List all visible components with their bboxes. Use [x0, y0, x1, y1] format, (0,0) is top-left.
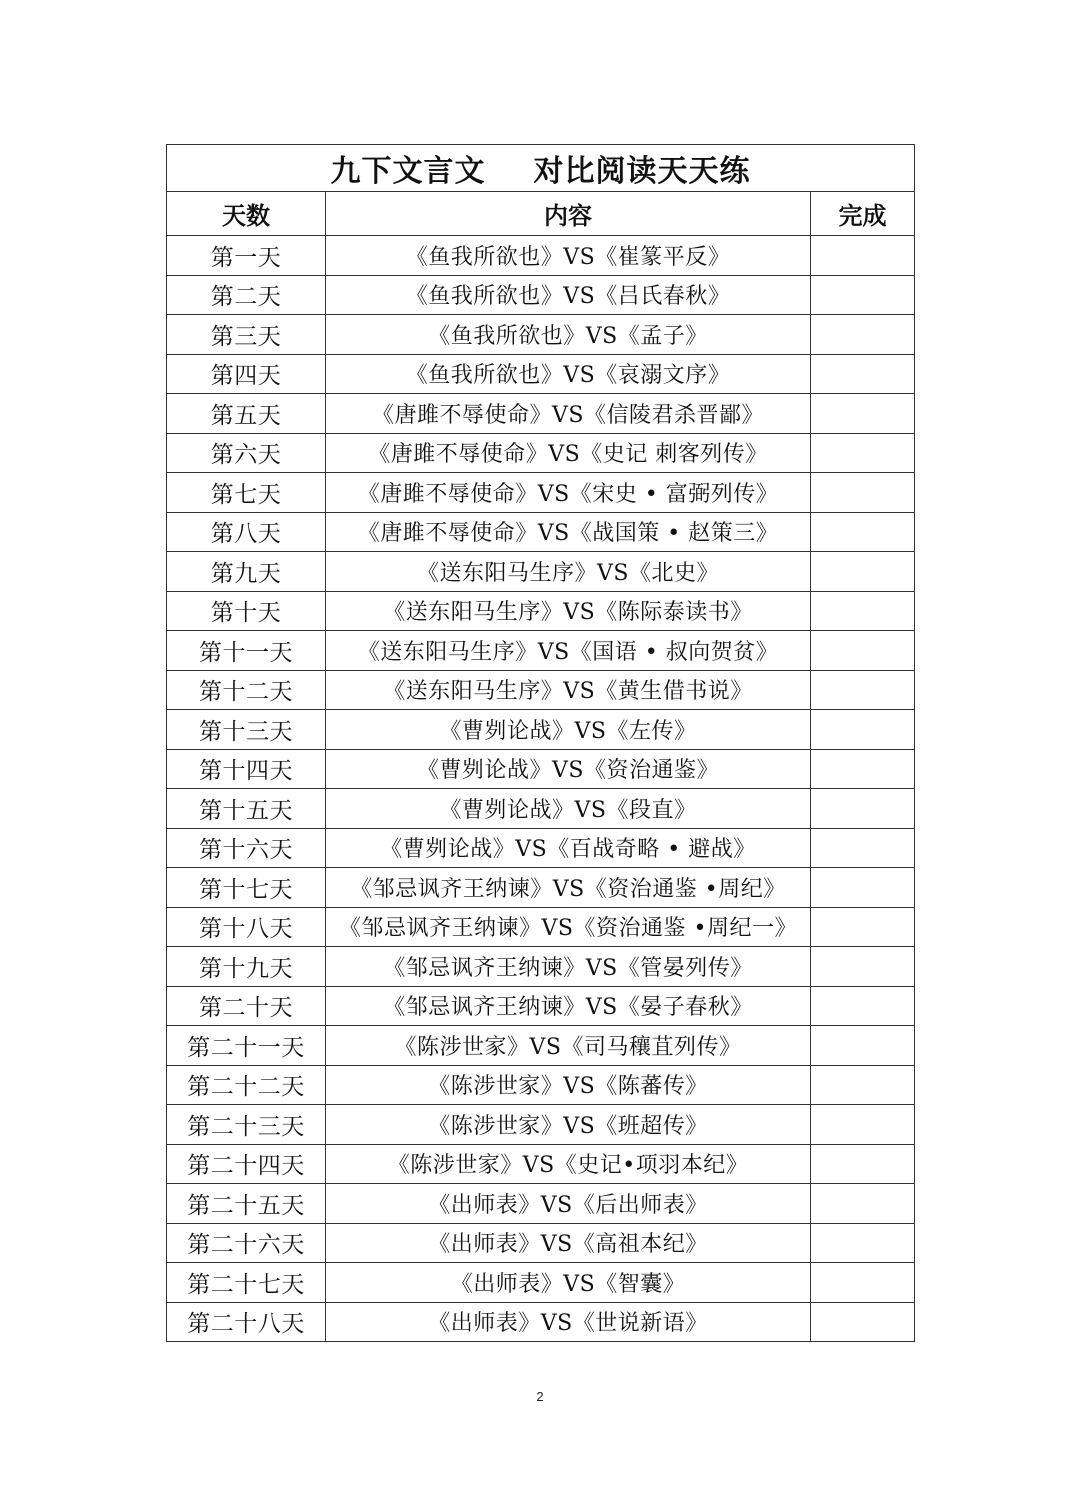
day-cell: 第二十五天 — [167, 1184, 326, 1224]
day-cell: 第四天 — [167, 354, 326, 394]
table-row — [167, 670, 915, 710]
done-checkbox-cell[interactable] — [811, 789, 915, 829]
day-cell: 第十九天 — [167, 947, 326, 987]
content-cell: 《曹刿论战》VS《段直》 — [326, 789, 811, 829]
done-checkbox-cell[interactable] — [811, 986, 915, 1026]
table-row — [167, 354, 915, 394]
content-cell: 《曹刿论战》VS《资治通鉴》 — [326, 749, 811, 789]
content-cell: 《陈涉世家》VS《班超传》 — [326, 1105, 811, 1145]
table-row — [167, 1065, 915, 1105]
table-row — [167, 552, 915, 592]
done-checkbox-cell[interactable] — [811, 354, 915, 394]
content-cell: 《出师表》VS《智囊》 — [326, 1263, 811, 1303]
content-cell: 《鱼我所欲也》VS《吕氏春秋》 — [326, 275, 811, 315]
done-checkbox-cell[interactable] — [811, 1065, 915, 1105]
day-cell: 第二十二天 — [167, 1065, 326, 1105]
done-checkbox-cell[interactable] — [811, 670, 915, 710]
day-cell: 第二十天 — [167, 986, 326, 1026]
content-cell: 《唐雎不辱使命》VS《信陵君杀晋鄙》 — [326, 394, 811, 434]
day-cell: 第九天 — [167, 552, 326, 592]
done-checkbox-cell[interactable] — [811, 1105, 915, 1145]
table-row — [167, 947, 915, 987]
done-checkbox-cell[interactable] — [811, 1263, 915, 1303]
content-cell: 《邹忌讽齐王纳谏》VS《资治通鉴 •周纪一》 — [326, 907, 811, 947]
table-row — [167, 394, 915, 434]
content-cell: 《唐雎不辱使命》VS《战国策 • 赵策三》 — [326, 512, 811, 552]
table-row — [167, 868, 915, 908]
title-part-1: 九下文言文 — [330, 154, 486, 189]
day-cell: 第二十一天 — [167, 1026, 326, 1066]
done-checkbox-cell[interactable] — [811, 1144, 915, 1184]
header-done: 完成 — [811, 192, 915, 236]
table-row — [167, 236, 915, 276]
day-cell: 第十六天 — [167, 828, 326, 868]
content-cell: 《邹忌讽齐王纳谏》VS《晏子春秋》 — [326, 986, 811, 1026]
day-cell: 第二十六天 — [167, 1223, 326, 1263]
header-content: 内容 — [326, 192, 811, 236]
table-row — [167, 275, 915, 315]
table-row — [167, 710, 915, 750]
done-checkbox-cell[interactable] — [811, 591, 915, 631]
content-cell: 《唐雎不辱使命》VS《史记 刺客列传》 — [326, 433, 811, 473]
practice-table — [166, 144, 915, 1342]
table-row — [167, 1144, 915, 1184]
day-cell: 第八天 — [167, 512, 326, 552]
done-checkbox-cell[interactable] — [811, 394, 915, 434]
table-row — [167, 315, 915, 355]
content-cell: 《陈涉世家》VS《史记•项羽本纪》 — [326, 1144, 811, 1184]
table-row — [167, 1223, 915, 1263]
day-cell: 第二十八天 — [167, 1302, 326, 1342]
done-checkbox-cell[interactable] — [811, 552, 915, 592]
day-cell: 第七天 — [167, 473, 326, 513]
table-row — [167, 591, 915, 631]
day-cell: 第十一天 — [167, 631, 326, 671]
done-checkbox-cell[interactable] — [811, 907, 915, 947]
day-cell: 第一天 — [167, 236, 326, 276]
done-checkbox-cell[interactable] — [811, 1223, 915, 1263]
table-row — [167, 986, 915, 1026]
done-checkbox-cell[interactable] — [811, 275, 915, 315]
done-checkbox-cell[interactable] — [811, 631, 915, 671]
table-row — [167, 433, 915, 473]
done-checkbox-cell[interactable] — [811, 315, 915, 355]
day-cell: 第二十三天 — [167, 1105, 326, 1145]
done-checkbox-cell[interactable] — [811, 236, 915, 276]
day-cell: 第二十七天 — [167, 1263, 326, 1303]
done-checkbox-cell[interactable] — [811, 749, 915, 789]
header-day: 天数 — [167, 192, 326, 236]
content-cell: 《唐雎不辱使命》VS《宋史 • 富弼列传》 — [326, 473, 811, 513]
content-cell: 《鱼我所欲也》VS《崔篆平反》 — [326, 236, 811, 276]
done-checkbox-cell[interactable] — [811, 947, 915, 987]
content-cell: 《送东阳马生序》VS《黄生借书说》 — [326, 670, 811, 710]
day-cell: 第五天 — [167, 394, 326, 434]
content-cell: 《曹刿论战》VS《左传》 — [326, 710, 811, 750]
day-cell: 第十四天 — [167, 749, 326, 789]
content-cell: 《陈涉世家》VS《陈蕃传》 — [326, 1065, 811, 1105]
content-cell: 《出师表》VS《后出师表》 — [326, 1184, 811, 1224]
table-row — [167, 631, 915, 671]
table-row — [167, 1184, 915, 1224]
done-checkbox-cell[interactable] — [811, 828, 915, 868]
day-cell: 第十天 — [167, 591, 326, 631]
table-row — [167, 1026, 915, 1066]
content-cell: 《送东阳马生序》VS《北史》 — [326, 552, 811, 592]
table-row — [167, 749, 915, 789]
table-title — [167, 145, 915, 192]
day-cell: 第十五天 — [167, 789, 326, 829]
done-checkbox-cell[interactable] — [811, 710, 915, 750]
done-checkbox-cell[interactable] — [811, 868, 915, 908]
done-checkbox-cell[interactable] — [811, 1184, 915, 1224]
day-cell: 第十八天 — [167, 907, 326, 947]
content-cell: 《鱼我所欲也》VS《孟子》 — [326, 315, 811, 355]
done-checkbox-cell[interactable] — [811, 473, 915, 513]
done-checkbox-cell[interactable] — [811, 512, 915, 552]
content-cell: 《曹刿论战》VS《百战奇略 • 避战》 — [326, 828, 811, 868]
day-cell: 第三天 — [167, 315, 326, 355]
table-row — [167, 907, 915, 947]
table-row — [167, 473, 915, 513]
content-cell: 《邹忌讽齐王纳谏》VS《管晏列传》 — [326, 947, 811, 987]
title-row — [167, 145, 915, 192]
content-cell: 《陈涉世家》VS《司马穰苴列传》 — [326, 1026, 811, 1066]
day-cell: 第六天 — [167, 433, 326, 473]
table-body — [167, 236, 915, 1342]
day-cell: 第二天 — [167, 275, 326, 315]
page-number: 2 — [536, 1389, 544, 1404]
day-cell: 第二十四天 — [167, 1144, 326, 1184]
content-cell: 《出师表》VS《高祖本纪》 — [326, 1223, 811, 1263]
table-row — [167, 1302, 915, 1342]
table-row — [167, 828, 915, 868]
content-cell: 《鱼我所欲也》VS《哀溺文序》 — [326, 354, 811, 394]
done-checkbox-cell[interactable] — [811, 433, 915, 473]
day-cell: 第十三天 — [167, 710, 326, 750]
content-cell: 《送东阳马生序》VS《国语 • 叔向贺贫》 — [326, 631, 811, 671]
table-row — [167, 1105, 915, 1145]
table-row — [167, 512, 915, 552]
day-cell: 第十二天 — [167, 670, 326, 710]
done-checkbox-cell[interactable] — [811, 1302, 915, 1342]
table-row — [167, 1263, 915, 1303]
table-row — [167, 789, 915, 829]
done-checkbox-cell[interactable] — [811, 1026, 915, 1066]
day-cell: 第十七天 — [167, 868, 326, 908]
content-cell: 《送东阳马生序》VS《陈际泰读书》 — [326, 591, 811, 631]
content-cell: 《邹忌讽齐王纳谏》VS《资治通鉴 •周纪》 — [326, 868, 811, 908]
title-part-2: 对比阅读天天练 — [533, 154, 751, 189]
content-cell: 《出师表》VS《世说新语》 — [326, 1302, 811, 1342]
header-row — [167, 192, 915, 236]
